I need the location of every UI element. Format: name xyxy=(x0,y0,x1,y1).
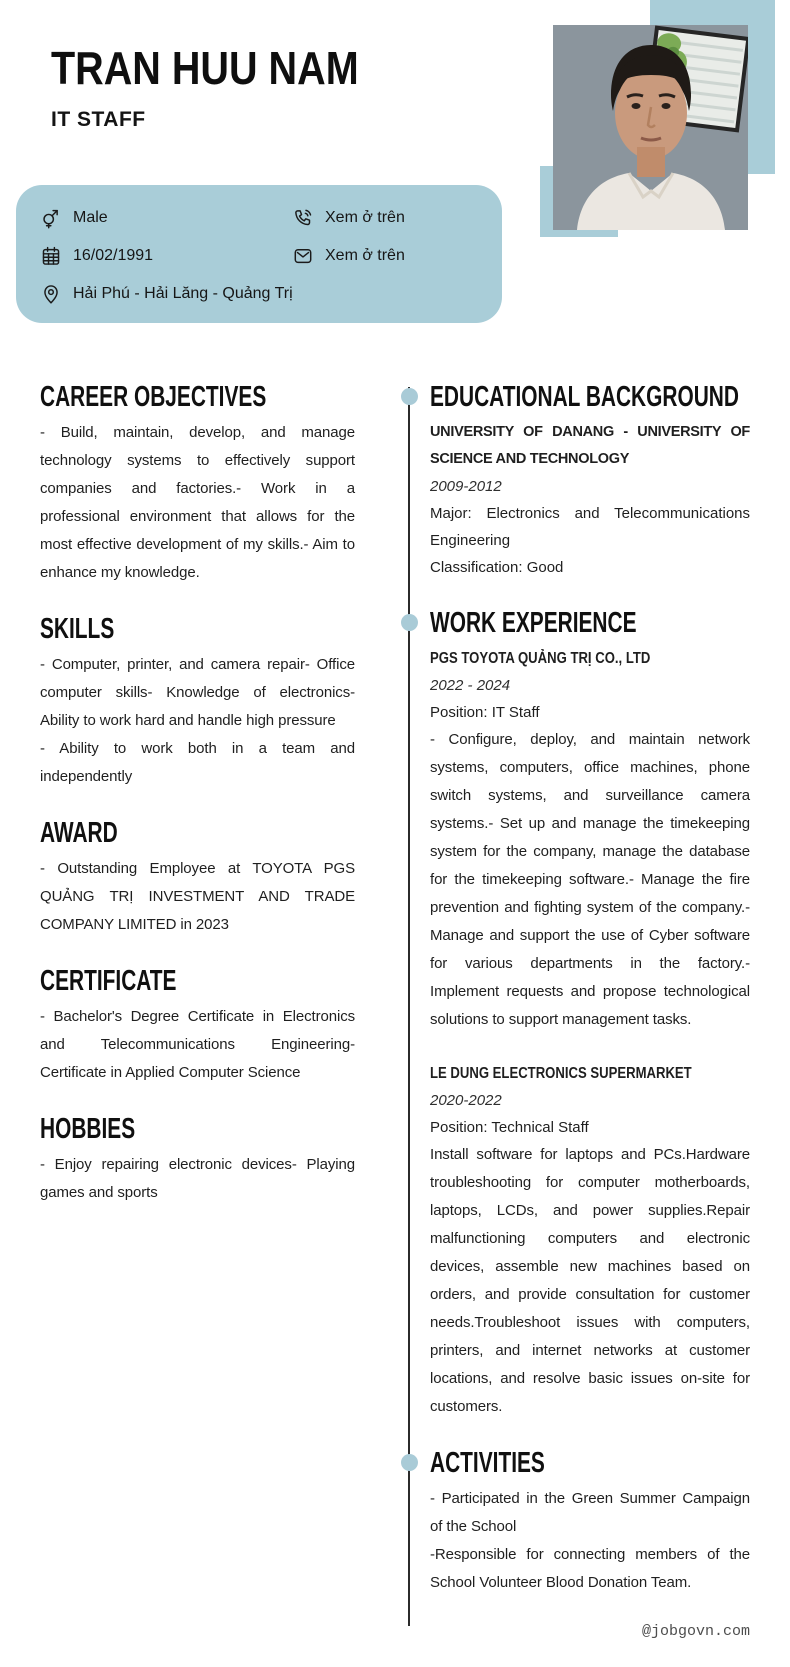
gender-icon xyxy=(40,207,62,229)
info-item-dob xyxy=(28,245,280,267)
address-value: Hải Phú - Hải Lăng - Quảng Trị xyxy=(73,285,293,302)
right-column xyxy=(400,343,750,1640)
section-text: - Ability to work both in a team and independently xyxy=(40,740,355,785)
info-item-address xyxy=(28,283,502,305)
section-title: CAREER OBJECTIVES xyxy=(40,381,267,413)
phone-icon xyxy=(292,207,314,229)
job-years: 2022 - 2024 xyxy=(430,677,511,694)
section-text: - Computer, printer, and camera repair- Office computer skills- Knowledge of electronics- Ability to work hard and handle high pressure xyxy=(40,656,355,729)
dob-value: 16/02/1991 xyxy=(73,247,154,264)
email-value: Xem ở trên xyxy=(325,247,405,264)
education-classification: Classification: Good xyxy=(430,559,564,576)
job-description: - Configure, deploy, and maintain network systems, computers, office machines, phone switch systems, and surveillance camera systems.- Set up and manage the timekeeping system for the company, manage the database for the timekeeping software.- Manage the fire prevention and fighting system of the company.- Manage and support the use of Cyber software for various departments in the factory.- Implement requests and propose technological solutions to support management tasks. xyxy=(430,731,750,1028)
education-years: 2009-2012 xyxy=(430,478,502,495)
calendar-icon xyxy=(40,245,62,267)
phone-value: Xem ở trên xyxy=(325,209,405,226)
profile-photo-illustration xyxy=(553,25,748,230)
timeline-line xyxy=(408,387,410,1626)
section-skills xyxy=(40,613,355,791)
job-position: Position: IT Staff xyxy=(430,704,540,721)
job-position: Position: Technical Staff xyxy=(430,1119,589,1136)
mail-icon xyxy=(292,245,314,267)
section-text: - Outstanding Employee at TOYOTA PGS QUẢNG TRỊ INVESTMENT AND TRADE COMPANY LIMITED in 2023 xyxy=(40,860,355,933)
education-major: Major: Electronics and Telecommunications Engineering xyxy=(430,505,750,549)
company-name: LE DUNG ELECTRONICS SUPERMARKET xyxy=(430,1065,692,1082)
activity-text: - Participated in the Green Summer Campaign of the School xyxy=(430,1490,750,1535)
section-career-objectives xyxy=(40,381,355,587)
section-text: - Enjoy repairing electronic devices- Playing games and sports xyxy=(40,1156,355,1201)
info-item-gender xyxy=(28,207,280,229)
section-hobbies xyxy=(40,1113,355,1207)
job-entry xyxy=(430,1060,750,1421)
section-title: AWARD xyxy=(40,817,118,849)
section-education xyxy=(430,381,750,581)
profile-photo xyxy=(553,25,748,230)
section-text: - Bachelor's Degree Certificate in Electronics and Telecommunications Engineering- Certificate in Applied Computer Science xyxy=(40,1008,355,1081)
watermark: @jobgovn.com xyxy=(641,1623,750,1640)
gender-value: Male xyxy=(73,209,108,226)
section-certificate xyxy=(40,965,355,1087)
section-title: HOBBIES xyxy=(40,1113,136,1145)
company-name: PGS TOYOTA QUẢNG TRỊ CO., LTD xyxy=(430,650,651,667)
info-item-phone xyxy=(280,207,502,229)
section-work-experience xyxy=(430,607,750,1421)
section-title: SKILLS xyxy=(40,613,115,645)
section-activities xyxy=(430,1447,750,1597)
info-item-email xyxy=(280,245,502,267)
job-description: Install software for laptops and PCs.Hardware troubleshooting for computer motherboards, laptops, LCDs, and power supplies.Repair malfunctioning computers and electronic devices, assemble new machines based on orders, and provide consultation for customer needs.Troubleshoot issues with computers, printers, and internet networks at customer locations, and resolve basic issues on-site for customers. xyxy=(430,1146,750,1415)
content-columns xyxy=(0,343,790,1640)
section-title: CERTIFICATE xyxy=(40,965,177,997)
personal-info-box xyxy=(16,185,502,323)
section-title: ACTIVITIES xyxy=(430,1447,750,1479)
section-title: EDUCATIONAL BACKGROUND xyxy=(430,381,750,413)
job-years: 2020-2022 xyxy=(430,1092,502,1109)
activity-text: -Responsible for connecting members of the School Volunteer Blood Donation Team. xyxy=(430,1546,750,1591)
left-column xyxy=(40,343,355,1640)
section-text: - Build, maintain, develop, and manage technology systems to effectively support companies and factories.- Work in a professional environment that allows for the most effective development of my skills.- Aim to enhance my knowledge. xyxy=(40,424,355,581)
job-entry xyxy=(430,645,750,1034)
school-name: UNIVERSITY OF DANANG - UNIVERSITY OF SCIENCE AND TECHNOLOGY xyxy=(430,424,750,467)
section-title: WORK EXPERIENCE xyxy=(430,607,750,639)
section-award xyxy=(40,817,355,939)
job-title: IT STAFF xyxy=(51,108,146,131)
location-icon xyxy=(40,283,62,305)
candidate-name: TRAN HUU NAM xyxy=(51,42,359,94)
